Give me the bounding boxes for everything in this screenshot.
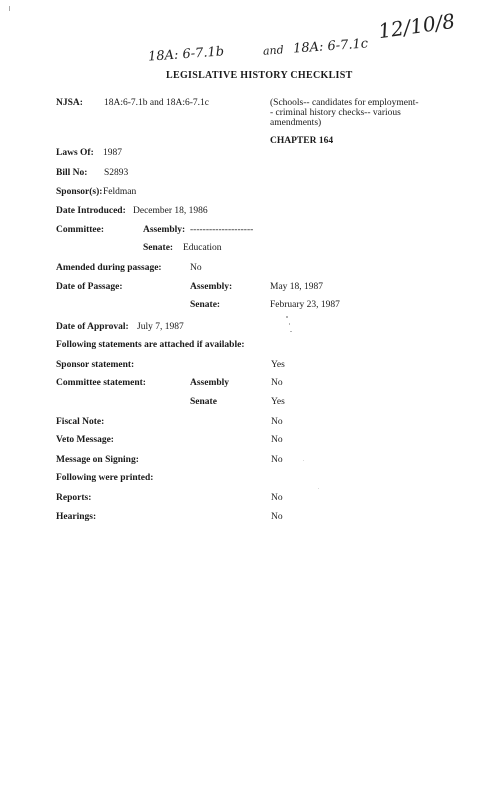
printed-heading: Following were printed: bbox=[56, 473, 154, 483]
amended-value: No bbox=[190, 263, 202, 273]
scan-speck bbox=[318, 488, 319, 489]
committee-assembly-label: Assembly: bbox=[143, 225, 186, 235]
amended-label: Amended during passage: bbox=[56, 263, 162, 273]
sponsor-statement-label: Sponsor statement: bbox=[56, 360, 135, 370]
passage-senate-label: Senate: bbox=[190, 300, 221, 310]
handwritten-citation-1: 18A: 6-7.1b bbox=[147, 44, 225, 65]
scan-speck bbox=[289, 323, 290, 325]
njsa-subject: (Schools-- candidates for employment-- criminal history checks-- various amendments) bbox=[270, 98, 419, 128]
passage-assembly-label: Assembly: bbox=[190, 282, 233, 292]
handwritten-date: 12/10/8 bbox=[376, 8, 457, 44]
committee-senate-value: Education bbox=[183, 243, 222, 253]
bill-no-label: Bill No: bbox=[56, 168, 88, 178]
approval-value: July 7, 1987 bbox=[137, 322, 184, 332]
passage-assembly-value: May 18, 1987 bbox=[270, 282, 324, 292]
passage-senate-value: February 23, 1987 bbox=[270, 300, 340, 310]
bill-no-value: S2893 bbox=[104, 168, 129, 178]
fiscal-note-value: No bbox=[271, 417, 283, 427]
date-introduced-label: Date Introduced: bbox=[56, 206, 126, 216]
laws-of-label: Laws Of: bbox=[56, 148, 94, 158]
reports-label: Reports: bbox=[56, 493, 92, 503]
committee-senate-label: Senate: bbox=[143, 243, 174, 253]
approval-label: Date of Approval: bbox=[56, 322, 129, 332]
page-title: LEGISLATIVE HISTORY CHECKLIST bbox=[166, 70, 353, 81]
njsa-label: NJSA: bbox=[56, 98, 83, 108]
handwritten-connector: and bbox=[262, 43, 285, 58]
message-on-signing-value: No bbox=[271, 455, 283, 465]
sponsors-value: Feldman bbox=[103, 187, 137, 197]
committee-statement-assembly-label: Assembly bbox=[190, 378, 230, 388]
sponsors-label: Sponsor(s): bbox=[56, 187, 103, 197]
committee-label: Committee: bbox=[56, 225, 105, 235]
njsa-value: 18A:6-7.1b and 18A:6-7.1c bbox=[104, 98, 210, 108]
committee-statement-senate-label: Senate bbox=[190, 397, 217, 407]
fiscal-note-label: Fiscal Note: bbox=[56, 417, 105, 427]
laws-of-value: 1987 bbox=[103, 148, 122, 158]
scan-speck bbox=[290, 331, 292, 332]
chapter-label: CHAPTER 164 bbox=[270, 136, 334, 146]
statements-heading: Following statements are attached if available: bbox=[56, 340, 245, 350]
committee-statement-label: Committee statement: bbox=[56, 378, 146, 388]
hearings-value: No bbox=[271, 512, 283, 522]
scan-speck bbox=[9, 6, 10, 11]
reports-value: No bbox=[271, 493, 283, 503]
scan-speck bbox=[286, 316, 288, 318]
message-on-signing-label: Message on Signing: bbox=[56, 455, 139, 465]
committee-statement-assembly-value: No bbox=[271, 378, 283, 388]
veto-message-label: Veto Message: bbox=[56, 435, 114, 445]
scan-speck bbox=[303, 460, 304, 461]
veto-message-value: No bbox=[271, 435, 283, 445]
committee-statement-senate-value: Yes bbox=[271, 397, 285, 407]
hearings-label: Hearings: bbox=[56, 512, 97, 522]
date-introduced-value: December 18, 1986 bbox=[133, 206, 208, 216]
sponsor-statement-value: Yes bbox=[271, 360, 285, 370]
passage-label: Date of Passage: bbox=[56, 282, 123, 292]
committee-assembly-value: -------------------- bbox=[190, 225, 254, 235]
handwritten-citation-2: 18A: 6-7.1c bbox=[292, 36, 369, 57]
